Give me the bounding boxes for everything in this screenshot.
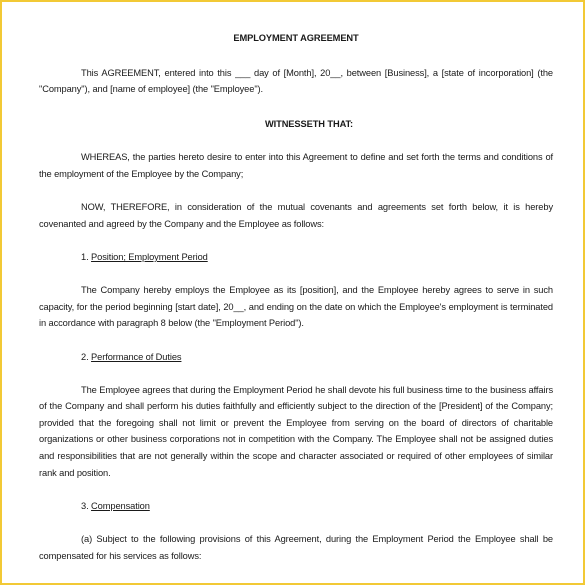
section-1-title: Position; Employment Period	[91, 251, 208, 262]
section-3-heading	[39, 498, 553, 515]
witnesseth-heading: WITNESSETH THAT:	[264, 118, 354, 129]
document-frame	[2, 2, 583, 583]
whereas-paragraph: WHEREAS, the parties hereto desire to enter into this Agreement to define and set forth the terms and conditions of the employment of the Employee by the Company;	[39, 152, 553, 179]
section-2-title: Performance of Duties	[91, 351, 182, 362]
section-2-body: The Employee agrees that during the Employment Period he shall devote his full business time to the business affairs of the Company and shall perform his duties faithfully and efficiently subject to the direction of the [President] of the Company; provided that the foregoing shall not limit or prevent the Employee from serving on the board of directors of charitable organizations or other business corporations not in competition with the Company. The Employee shall not be assigned duties and responsibilities that are not generally within the scope and character associated or required of other employees of similar rank and position.	[39, 384, 553, 478]
now-therefore-paragraph: NOW, THEREFORE, in consideration of the mutual covenants and agreements set forth below, it is hereby covenanted and agreed by the Company and the Employee as follows:	[39, 202, 553, 229]
document-page	[39, 24, 553, 564]
section-3-number: 3.	[81, 500, 89, 511]
section-3-title: Compensation	[91, 500, 150, 511]
document-title: EMPLOYMENT AGREEMENT	[233, 33, 359, 43]
section-2-number: 2.	[81, 351, 89, 362]
section-3-body: (a) Subject to the following provisions of this Agreement, during the Employment Period the Employee shall be compensated for his services as follows:	[39, 534, 553, 561]
section-2-heading	[39, 349, 553, 366]
section-1-heading	[39, 249, 553, 266]
intro-paragraph: This AGREEMENT, entered into this ___ day of [Month], 20__, between [Business], a [state of incorporation] (the "Company"), and [name of employee] (the "Employee").	[39, 67, 553, 95]
section-1-number: 1.	[81, 251, 89, 262]
section-1-body: The Company hereby employs the Employee as its [position], and the Employee hereby agrees to serve in such capacity, for the period beginning [start date], 20__, and ending on the date on which the Employee's employment is terminated in accordance with paragraph 8 below (the "Employment Period").	[39, 285, 553, 329]
